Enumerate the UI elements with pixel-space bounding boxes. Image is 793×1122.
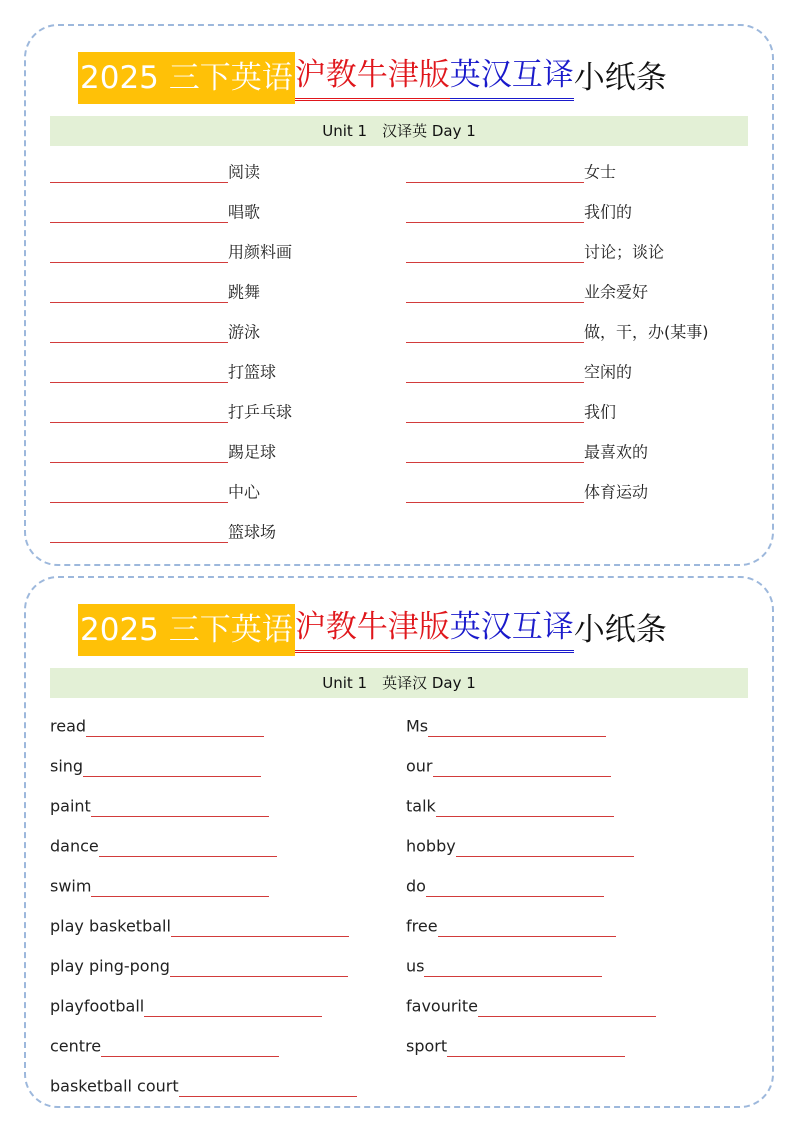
answer-blank[interactable]	[478, 1015, 656, 1017]
title-edition: 沪教牛津版	[295, 52, 450, 101]
vocab-row	[50, 272, 260, 312]
worksheet-card-cn-en	[24, 24, 774, 566]
vocab-word: playfootball	[50, 996, 145, 1016]
vocab-word: 打篮球	[228, 362, 277, 382]
vocab-row	[406, 986, 656, 1026]
vocab-word: 游泳	[228, 322, 261, 342]
vocab-row	[406, 232, 664, 272]
vocab-word: basketball court	[50, 1076, 179, 1096]
vocab-row	[50, 786, 269, 826]
unit-subtitle: Unit 1 汉译英 Day 1	[50, 116, 748, 146]
title-highlight: 2025 三下英语	[78, 604, 295, 656]
answer-blank[interactable]	[50, 461, 228, 463]
answer-blank[interactable]	[50, 421, 228, 423]
answer-blank[interactable]	[433, 775, 611, 777]
vocab-row	[406, 472, 648, 512]
answer-blank[interactable]	[426, 895, 604, 897]
answer-blank[interactable]	[406, 341, 584, 343]
vocab-word: 阅读	[228, 162, 261, 182]
vocab-word: 篮球场	[228, 522, 277, 542]
answer-blank[interactable]	[170, 975, 348, 977]
answer-blank[interactable]	[179, 1095, 357, 1097]
vocab-word: 业余爱好	[584, 282, 649, 302]
vocab-word: 我们	[584, 402, 617, 422]
answer-blank[interactable]	[86, 735, 264, 737]
title-note: 小纸条	[573, 60, 667, 96]
vocab-word: centre	[50, 1036, 102, 1056]
vocab-word: hobby	[406, 836, 456, 856]
vocab-row	[406, 906, 616, 946]
vocab-word: dance	[50, 836, 99, 856]
answer-blank[interactable]	[91, 895, 269, 897]
vocab-row	[50, 826, 277, 866]
title-edition: 沪教牛津版	[295, 604, 450, 653]
answer-blank[interactable]	[144, 1015, 322, 1017]
vocab-word: play ping-pong	[50, 956, 170, 976]
vocab-word: 体育运动	[584, 482, 649, 502]
unit-subtitle: Unit 1 英译汉 Day 1	[50, 668, 748, 698]
vocab-row	[50, 866, 269, 906]
vocab-word: 讨论；谈论	[584, 242, 665, 262]
vocab-word: 我们的	[584, 202, 633, 222]
answer-blank[interactable]	[406, 381, 584, 383]
vocab-row	[50, 1066, 357, 1106]
vocab-word: 做，干，办(某事)	[584, 322, 709, 342]
answer-blank[interactable]	[456, 855, 634, 857]
vocab-word: favourite	[406, 996, 478, 1016]
title-translation: 英汉互译	[450, 52, 574, 101]
vocab-row	[50, 746, 261, 786]
vocab-word: sport	[406, 1036, 448, 1056]
vocab-row	[50, 192, 260, 232]
vocab-word: 空闲的	[584, 362, 633, 382]
answer-blank[interactable]	[171, 935, 349, 937]
vocab-row	[406, 312, 709, 352]
title-note: 小纸条	[573, 612, 667, 648]
vocab-row	[50, 986, 322, 1026]
card-title	[78, 604, 667, 656]
answer-blank[interactable]	[91, 815, 269, 817]
answer-blank[interactable]	[406, 261, 584, 263]
vocab-row	[406, 352, 632, 392]
vocab-word: 跳舞	[228, 282, 261, 302]
title-translation: 英汉互译	[450, 604, 574, 653]
answer-blank[interactable]	[438, 935, 616, 937]
answer-blank[interactable]	[424, 975, 602, 977]
answer-blank[interactable]	[50, 221, 228, 223]
vocab-word: do	[406, 876, 426, 896]
answer-blank[interactable]	[406, 181, 584, 183]
vocab-row	[406, 192, 632, 232]
vocab-row	[406, 746, 611, 786]
vocab-word: talk	[406, 796, 436, 816]
answer-blank[interactable]	[436, 815, 614, 817]
answer-blank[interactable]	[99, 855, 277, 857]
vocab-word: us	[406, 956, 425, 976]
answer-blank[interactable]	[428, 735, 606, 737]
vocab-row	[50, 906, 349, 946]
vocab-row	[406, 432, 648, 472]
vocab-row	[50, 1026, 279, 1066]
card-title	[78, 52, 667, 104]
vocab-row	[50, 352, 276, 392]
vocab-row	[50, 472, 260, 512]
answer-blank[interactable]	[83, 775, 261, 777]
vocab-row	[50, 232, 292, 272]
answer-blank[interactable]	[50, 341, 228, 343]
vocab-row	[406, 706, 606, 746]
vocab-row	[406, 392, 616, 432]
answer-blank[interactable]	[50, 261, 228, 263]
vocab-word: swim	[50, 876, 92, 896]
vocab-word: 中心	[228, 482, 261, 502]
vocab-row	[50, 312, 260, 352]
title-highlight: 2025 三下英语	[78, 52, 295, 104]
vocab-word: play basketball	[50, 916, 171, 936]
vocab-row	[50, 432, 276, 472]
vocab-word: 最喜欢的	[584, 442, 649, 462]
answer-blank[interactable]	[50, 541, 228, 543]
vocab-row	[50, 152, 260, 192]
vocab-row	[50, 512, 276, 552]
vocab-word: free	[406, 916, 438, 936]
vocab-word: 用颜料画	[228, 242, 293, 262]
vocab-row	[406, 866, 604, 906]
vocab-word: sing	[50, 756, 84, 776]
vocab-row	[50, 706, 264, 746]
vocab-row	[406, 826, 634, 866]
answer-blank[interactable]	[50, 181, 228, 183]
answer-blank[interactable]	[406, 461, 584, 463]
answer-blank[interactable]	[447, 1055, 625, 1057]
vocab-word: 打乒乓球	[228, 402, 293, 422]
answer-blank[interactable]	[101, 1055, 279, 1057]
vocab-row	[406, 946, 602, 986]
vocab-row	[406, 786, 614, 826]
vocab-row	[406, 152, 616, 192]
answer-blank[interactable]	[406, 221, 584, 223]
vocab-word: 踢足球	[228, 442, 277, 462]
worksheet-card-en-cn	[24, 576, 774, 1108]
vocab-word: paint	[50, 796, 91, 816]
vocab-row	[406, 272, 648, 312]
vocab-row	[50, 392, 292, 432]
answer-blank[interactable]	[50, 301, 228, 303]
vocab-word: 唱歌	[228, 202, 261, 222]
vocab-word: Ms	[406, 716, 429, 736]
vocab-word: read	[50, 716, 87, 736]
vocab-row	[50, 946, 348, 986]
vocab-row	[406, 1026, 625, 1066]
answer-blank[interactable]	[50, 381, 228, 383]
answer-blank[interactable]	[50, 501, 228, 503]
answer-blank[interactable]	[406, 301, 584, 303]
answer-blank[interactable]	[406, 421, 584, 423]
answer-blank[interactable]	[406, 501, 584, 503]
vocab-word: 女士	[584, 162, 617, 182]
vocab-word: our	[406, 756, 433, 776]
